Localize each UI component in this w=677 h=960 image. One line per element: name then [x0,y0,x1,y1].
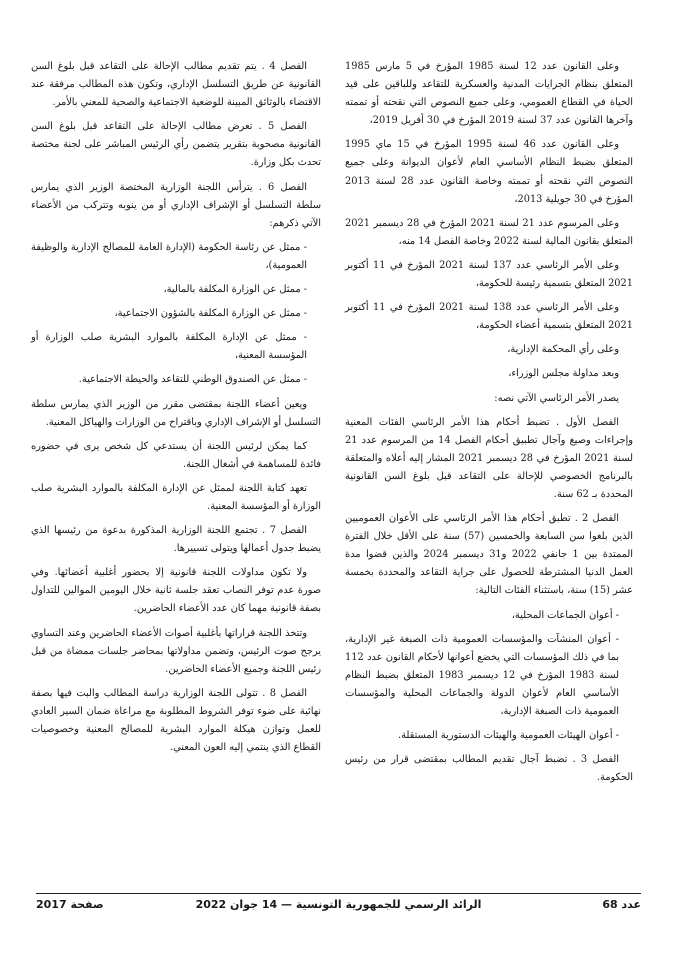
paragraph-admin-court: وعلى رأي المحكمة الإدارية، [507,344,619,356]
article-4: الفصل 4 . يتم تقديم مطالب الإحالة على التقاعد قبل بلوغ السن القانونية عن طريق التسلسل الإداري، وتكون هذه المطالب مرفقة عند الاقتضاء بالوثائق المبينة للوضعية الاجتماعية والصحية للمعني بالأمر. [31,61,321,109]
paragraph-council: وبعد مداولة مجلس الوزراء، [508,368,619,380]
list-item: - أعوان الهيئات العمومية والهيئات الدستورية المستقلة. [398,730,619,742]
paragraph-order-137: وعلى الأمر الرئاسي عدد 137 لسنة 2021 المؤرخ في 11 أكتوبر 2021 المتعلق بتسمية رئيسة للحكومة، [345,259,633,290]
paragraph-law-1995: وعلى القانون عدد 46 لسنة 1995 المؤرخ في 15 ماي 1995 المتعلق بضبط النظام الأساسي العام لأعوان الديوانة وعلى جميع النصوص التي نقحته أو تممته وخاصة القانون عدد 28 لسنة 2013 المؤرخ في 30 جويلية 2013، [345,139,633,205]
paragraph-decisions: وتتخذ اللجنة قراراتها بأغلبية أصوات الأعضاء الحاضرين وعند التساوي يرجح صوت الرئيس، وتضمن مداولاتها بمحاضر جلسات ممضاة من قبل رئيس اللجنة وجميع الأعضاء الحاضرين. [31,627,321,675]
page-footer [36,898,641,918]
paragraph-law-1985: وعلى القانون عدد 12 لسنة 1985 المؤرخ في 5 مارس 1985 المتعلق بنظام الجرايات المدنية والعسكرية للتقاعد وللباقين على قيد الحياة في القطاع العمومي، وعلى جميع النصوص التي نقحته أو تممته وآخرها القانون عدد 37 لسنة 2019 المؤرخ في 30 أفريل 2019، [345,61,633,127]
list-item: - أعوان المنشآت والمؤسسات العمومية ذات الصبغة غير الإدارية، بما في ذلك المؤسسات التي يخضع أعوانها لأحكام القانون عدد 112 لسنة 1983 المؤرخ في 12 ديسمبر 1983 المتعلق بضبط النظام الأساسي العام لأعوان الدولة والجماعات المحلية والمؤسسات العمومية ذات الصبغة الإدارية، [345,633,619,717]
article-8: الفصل 8 . تتولى اللجنة الوزارية دراسة المطالب والبت فيها بصفة نهائية على ضوء توفر الشروط المطلوبة مع مراعاة ضمان السير العادي للعمل وتوازن هيكلة الموارد البشرية للمصالح المعنية وخصوصيات القطاع الذي ينتمي إليه العون المعني. [31,687,321,754]
article-2: الفصل 2 . تطبق أحكام هذا الأمر الرئاسي على الأعوان العموميين الذين بلغوا سن السابعة والخمسين (57) سنة على الأقل خلال الفترة الممتدة بين 1 جانفي 2022 و31 ديسمبر 2024 والذين قضوا مدة العمل الدنيا المشترطة للحصول على جراية التقاعد والمحددة بخمسة عشر (15) سنة، باستثناء الفئات التالية: [345,513,633,597]
paragraph-committee-members: ويعين أعضاء اللجنة بمقتضى مقرر من الوزير الذي يمارس سلطة التسلسل أو الإشراف الإداري وباقتراح من الوزارات والهياكل المعنية. [31,398,321,428]
paragraph-decree-2021: وعلى المرسوم عدد 21 لسنة 2021 المؤرخ في 28 ديسمبر 2021 المتعلق بقانون المالية لسنة 2022 وخاصة الفصل 14 منه، [345,217,633,247]
paragraph-quorum: ولا تكون مداولات اللجنة قانونية إلا بحضور أغلبية أعضائها. وفي صورة عدم توفر النصاب تعقد جلسة ثانية خلال اليومين الموالين للتداول بصفة قانونية مهما كان عدد الأعضاء الحاضرين. [31,567,321,615]
article-6: الفصل 6 . يترأس اللجنة الوزارية المختصة الوزير الذي يمارس سلطة التسلسل أو الإشراف الإداري أو من ينوبه وتتركب من الأعضاء الآتي ذكرهم: [31,181,321,229]
paragraph-order-138: وعلى الأمر الرئاسي عدد 138 لسنة 2021 المؤرخ في 11 أكتوبر 2021 المتعلق بتسمية أعضاء الحكومة، [345,302,633,332]
right-column [345,58,633,793]
article-5: الفصل 5 . تعرض مطالب الإحالة على التقاعد قبل بلوغ السن القانونية مصحوبة بتقرير يتضمن رأي الرئيس المباشر على لجنة مختصة تحدث بكل وزارة. [31,121,321,169]
list-item: - ممثل عن الصندوق الوطني للتقاعد والحيطة الاجتماعية. [78,374,307,386]
paragraph-enactment: يصدر الأمر الرئاسي الآتي نصه: [494,392,619,404]
paragraph-invite: كما يمكن لرئيس اللجنة أن يستدعي كل شخص يرى في حضوره فائدة للمساهمة في أشغال اللجنة. [31,440,321,470]
list-item: - ممثل عن الوزارة المكلفة بالشؤون الاجتماعية، [114,308,307,320]
list-item: - أعوان الجماعات المحلية، [511,609,619,621]
journal-title: الرائد الرسمي للجمهورية التونسية — 14 جوان 2022 [195,898,482,911]
paragraph-secretariat: تعهد كتابة اللجنة لممثل عن الإدارة المكلفة بالموارد البشرية صلب الوزارة أو المؤسسة المعنية. [31,482,321,512]
left-column [31,58,321,763]
list-item: - ممثل عن الوزارة المكلفة بالمالية، [163,284,307,296]
issue-number: عدد 68 [602,898,641,911]
list-item: - ممثل عن رئاسة الحكومة (الإدارة العامة للمصالح الإدارية والوظيفة العمومية)، [31,241,307,271]
page-number: صفحة 2017 [36,898,104,911]
article-3: الفصل 3 . تضبط آجال تقديم المطالب بمقتضى قرار من رئيس الحكومة. [345,754,633,784]
list-item: - ممثل عن الإدارة المكلفة بالموارد البشرية صلب الوزارة أو المؤسسة المعنية، [31,332,307,362]
article-1: الفصل الأول . تضبط أحكام هذا الأمر الرئاسي الفئات المعنية وإجراءات وصيغ وآجال تطبيق أحكام الفصل 14 من المرسوم عدد 21 لسنة 2021 المؤرخ في 28 ديسمبر 2021 المشار إليه أعلاه والمتعلقة بالبرنامج الخصوصي للإحالة على التقاعد قبل بلوغ السن القانونية المحددة بـ 62 سنة. [345,416,633,500]
footer-divider [36,893,641,894]
article-7: الفصل 7 . تجتمع اللجنة الوزارية المذكورة بدعوة من رئيسها الذي يضبط جدول أعمالها ويتولى تسييرها. [31,525,321,555]
